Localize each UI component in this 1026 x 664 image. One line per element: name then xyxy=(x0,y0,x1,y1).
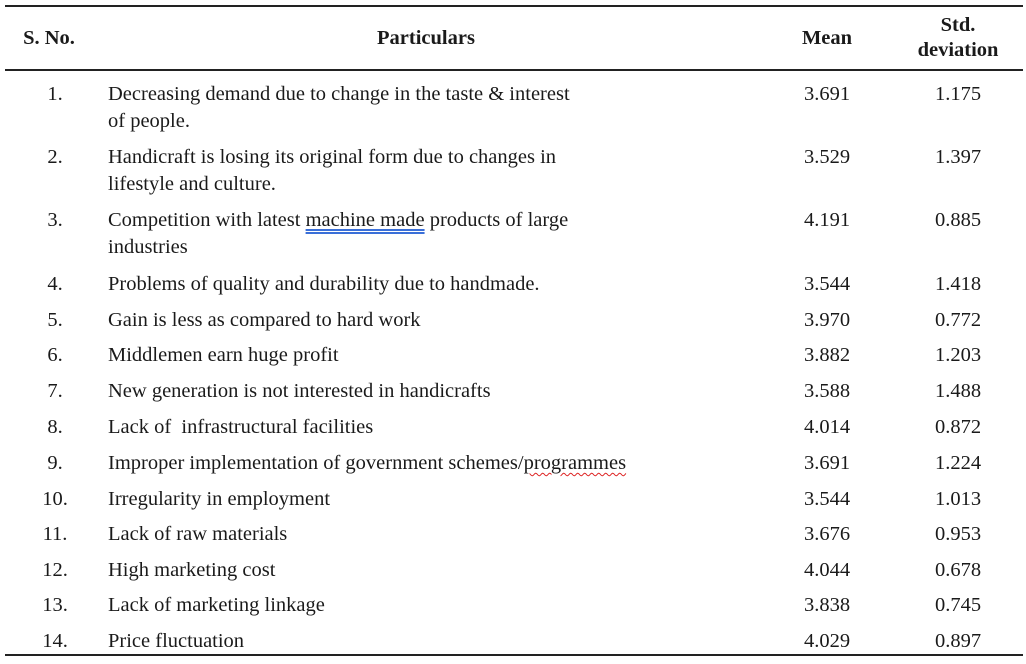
header-std-line1: Std. xyxy=(940,14,976,36)
cell-mean: 4.044 xyxy=(803,559,851,581)
cell-mean: 3.882 xyxy=(803,344,851,366)
cell-sno: 6. xyxy=(47,344,63,366)
cell-std: 1.224 xyxy=(934,452,982,474)
cell-particulars: Price fluctuation xyxy=(108,630,245,652)
particulars-line1: Handicraft is losing its original form due to changes in xyxy=(108,146,557,168)
cell-sno: 7. xyxy=(47,380,63,402)
cell-std: 0.872 xyxy=(934,416,982,438)
header-mean: Mean xyxy=(801,26,853,49)
cell-sno: 14. xyxy=(42,630,68,652)
cell-particulars xyxy=(108,207,668,261)
cell-mean: 4.191 xyxy=(803,209,851,231)
cell-sno: 10. xyxy=(42,488,68,510)
header-particulars: Particulars xyxy=(377,26,475,49)
particulars-line1 xyxy=(108,207,668,234)
particulars-line2: of people. xyxy=(108,110,190,132)
cell-sno: 9. xyxy=(47,452,63,474)
cell-std: 1.175 xyxy=(934,83,982,105)
table-header xyxy=(5,7,1023,69)
cell-std: 0.678 xyxy=(934,559,982,581)
cell-sno: 2. xyxy=(47,146,63,168)
cell-mean: 3.529 xyxy=(803,146,851,168)
table-bottom-rule xyxy=(5,654,1023,656)
cell-mean: 3.691 xyxy=(803,452,851,474)
particulars-text: Improper implementation of government schemes/ xyxy=(108,452,524,474)
cell-sno: 12. xyxy=(42,559,68,581)
cell-std: 1.013 xyxy=(934,488,982,510)
cell-mean: 3.691 xyxy=(803,83,851,105)
cell-particulars: Lack of marketing linkage xyxy=(108,594,325,616)
cell-std: 0.897 xyxy=(934,630,982,652)
particulars-text: products of large xyxy=(424,209,569,231)
cell-sno: 8. xyxy=(47,416,63,438)
cell-std: 0.745 xyxy=(934,594,982,616)
table-header-rule xyxy=(5,69,1023,71)
cell-mean: 3.588 xyxy=(803,380,851,402)
cell-sno: 4. xyxy=(47,273,63,295)
cell-std: 1.397 xyxy=(934,146,982,168)
cell-std: 1.203 xyxy=(934,344,982,366)
header-sno: S. No. xyxy=(23,26,75,49)
cell-particulars: Gain is less as compared to hard work xyxy=(108,309,421,331)
cell-particulars: New generation is not interested in handicrafts xyxy=(108,380,491,402)
cell-std: 1.488 xyxy=(934,380,982,402)
cell-std: 0.885 xyxy=(934,209,982,231)
cell-mean: 4.029 xyxy=(803,630,851,652)
cell-mean: 4.014 xyxy=(803,416,851,438)
cell-particulars: Lack of raw materials xyxy=(108,523,288,545)
cell-std: 1.418 xyxy=(934,273,982,295)
cell-sno: 1. xyxy=(47,83,63,105)
particulars-text: Competition with latest xyxy=(108,209,306,231)
cell-sno: 5. xyxy=(47,309,63,331)
spellcheck-underlined-text: programmes xyxy=(523,452,627,474)
grammar-underlined-text: machine made xyxy=(305,209,425,231)
cell-mean: 3.970 xyxy=(803,309,851,331)
cell-sno: 11. xyxy=(42,523,68,545)
header-std-deviation xyxy=(903,7,1013,69)
cell-particulars: High marketing cost xyxy=(108,559,276,581)
cell-particulars xyxy=(108,450,748,477)
cell-mean: 3.838 xyxy=(803,594,851,616)
cell-particulars: Middlemen earn huge profit xyxy=(108,344,339,366)
cell-sno: 13. xyxy=(42,594,68,616)
header-std-line2: deviation xyxy=(917,39,999,61)
cell-mean: 3.544 xyxy=(803,488,851,510)
cell-std: 0.953 xyxy=(934,523,982,545)
cell-std: 0.772 xyxy=(934,309,982,331)
particulars-line1: Decreasing demand due to change in the taste & interest xyxy=(108,83,570,105)
cell-mean: 3.676 xyxy=(803,523,851,545)
particulars-line2: lifestyle and culture. xyxy=(108,173,276,195)
cell-particulars: Lack of infrastructural facilities xyxy=(108,416,374,438)
cell-sno: 3. xyxy=(47,209,63,231)
particulars-line2: industries xyxy=(108,236,188,258)
cell-mean: 3.544 xyxy=(803,273,851,295)
cell-particulars xyxy=(108,81,668,135)
cell-particulars: Problems of quality and durability due to handmade. xyxy=(108,273,540,295)
cell-particulars xyxy=(108,144,668,198)
cell-particulars: Irregularity in employment xyxy=(108,488,331,510)
